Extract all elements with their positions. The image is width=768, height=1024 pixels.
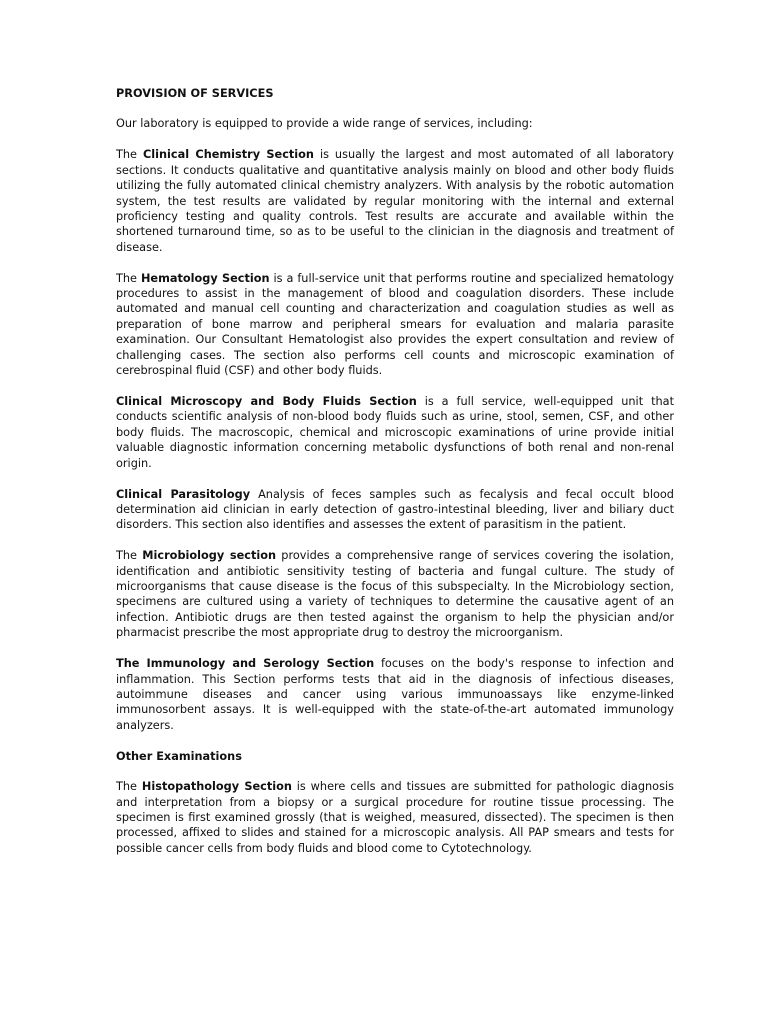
- section-name: The Immunology and Serology Section: [116, 657, 375, 671]
- section-body: is usually the largest and most automated of all laboratory sections. It conducts qualitative and quantitative analysis mainly on blood and other body fluids utilizing the fully automated clinical chemistry analyzers. With analysis by the robotic automation system, the test results are validated by regular monitoring with the internal and external proficiency testing and quality controls. Test results are accurate and available within the shortened turnaround time, so as to be useful to the clinician in the diagnosis and treatment of disease.: [116, 148, 674, 254]
- section-prefix: The: [116, 549, 143, 563]
- section-body: is where cells and tissues are submitted for pathologic diagnosis and interpretation from a biopsy or a surgical procedure for routine tissue processing. The specimen is first examined grossly (that is weighed, measured, dissected). The specimen is then processed, affixed to slides and stained for a microscopic analysis. All PAP smears and tests for possible cancer cells from body fluids and blood come to Cytotechnology.: [116, 780, 674, 855]
- section-prefix: The: [116, 271, 141, 285]
- clinical-microscopy-paragraph: [116, 394, 674, 471]
- section-body: is a full-service unit that performs routine and specialized hematology procedures to assist in the management of blood and coagulation disorders. These include automated and manual cell counting and characterization and coagulation studies as well as preparation of bone marrow and peripheral smears for evaluation and malaria parasite examination. Our Consultant Hematologist also provides the expert consultation and review of challenging cases. The section also performs cell counts and microscopic examination of cerebrospinal fluid (CSF) and other body fluids.: [116, 271, 674, 378]
- section-body: Analysis of feces samples such as fecalysis and fecal occult blood determination aid clinician in early detection of gastro-intestinal bleeding, liver and biliary duct disorders. This section also identifies and assesses the extent of parasitism in the patient.: [116, 487, 674, 532]
- clinical-chemistry-paragraph: [116, 147, 674, 255]
- other-examinations-heading: Other Examinations: [116, 749, 242, 763]
- page-title: PROVISION OF SERVICES: [116, 87, 274, 100]
- section-name: Microbiology section: [142, 549, 277, 563]
- section-name: Clinical Parasitology: [116, 487, 251, 501]
- immunology-serology-paragraph: [116, 656, 674, 733]
- histopathology-paragraph: [116, 779, 674, 856]
- clinical-parasitology-paragraph: [116, 487, 674, 533]
- hematology-paragraph: [116, 271, 674, 379]
- microbiology-paragraph: [116, 548, 674, 640]
- intro-paragraph: Our laboratory is equipped to provide a wide range of services, including:: [116, 117, 533, 131]
- section-name: Hematology Section: [140, 271, 270, 285]
- section-body: focuses on the body's response to infection and inflammation. This Section performs tests that aid in the diagnosis of infectious diseases, autoimmune diseases and cancer using various immunoassays like enzyme-linked immunosorbent assays. It is well-equipped with the state-of-the-art automated immunology analyzers.: [116, 657, 674, 732]
- section-name: Clinical Chemistry Section: [142, 148, 314, 162]
- section-name: Clinical Microscopy and Body Fluids Section: [116, 395, 417, 408]
- section-prefix: The: [116, 148, 143, 162]
- section-body: provides a comprehensive range of services covering the isolation, identification and antibiotic sensitivity testing of bacteria and fungal culture. The study of microorganisms that cause disease is the focus of this subspecialty. In the Microbiology section, specimens are cultured using a variety of techniques to determine the causative agent of an infection. Antibiotic drugs are then tested against the organism to help the physician and/or pharmacist prescribe the most appropriate drug to destroy the microorganism.: [116, 549, 674, 640]
- section-prefix: The: [116, 780, 142, 794]
- document-page: [116, 86, 674, 872]
- section-name: Histopathology Section: [141, 780, 292, 794]
- section-body: is a full service, well-equipped unit that conducts scientific analysis of non-blood body fluids such as urine, stool, semen, CSF, and other body fluids. The macroscopic, chemical and microscopic examinations of urine provide initial valuable diagnostic information concerning metabolic dysfunctions of both renal and non-renal origin.: [116, 395, 675, 470]
